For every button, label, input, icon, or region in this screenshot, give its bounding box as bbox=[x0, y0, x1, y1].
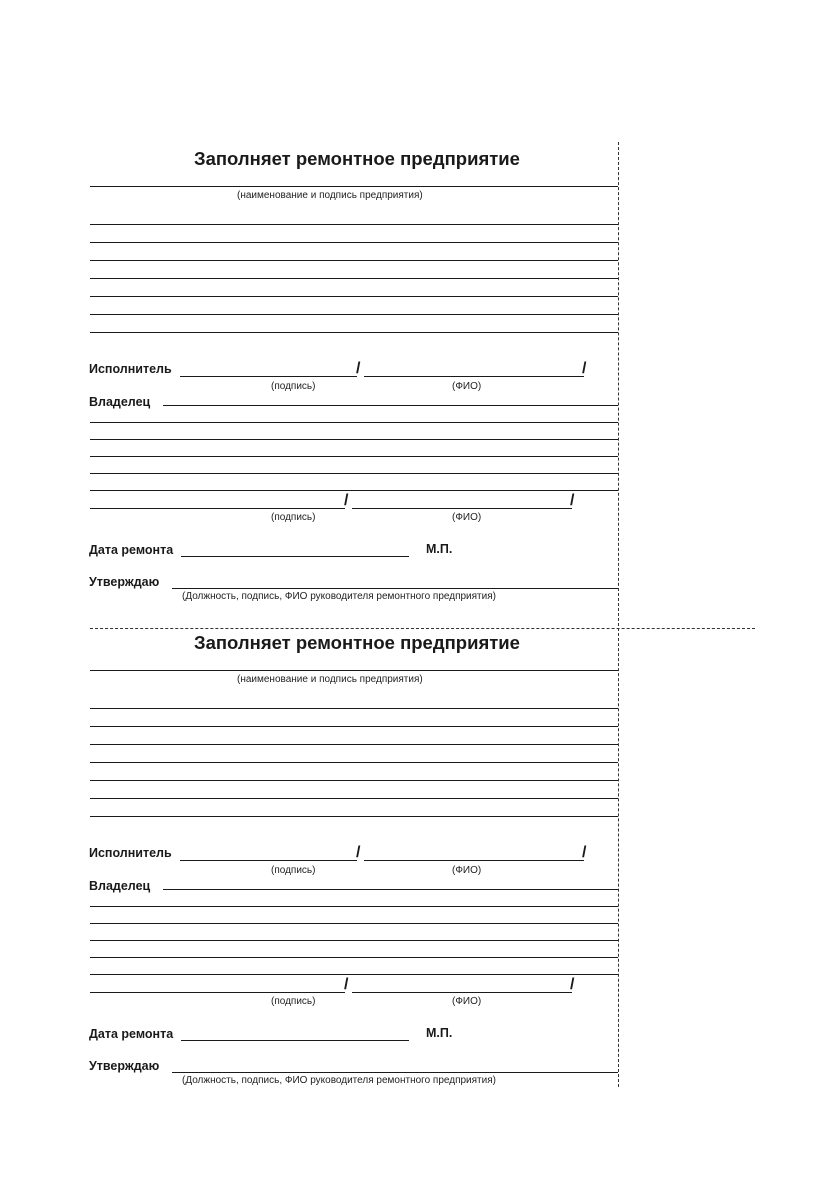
executor-name-line[interactable] bbox=[364, 860, 584, 861]
executor-sign-line[interactable] bbox=[180, 860, 357, 861]
stamp-label: М.П. bbox=[426, 542, 453, 556]
note-line-1[interactable] bbox=[90, 224, 618, 225]
executor-sign-hint: (подпись) bbox=[271, 865, 316, 876]
executor-sign-line[interactable] bbox=[180, 376, 357, 377]
executor-sign-hint: (подпись) bbox=[271, 381, 316, 392]
owner-sign-hint: (подпись) bbox=[271, 512, 316, 523]
owner-line-2[interactable] bbox=[90, 906, 618, 907]
owner-line-4[interactable] bbox=[90, 456, 618, 457]
owner-name-line[interactable] bbox=[352, 992, 572, 993]
owner-line-5[interactable] bbox=[90, 957, 618, 958]
separator-slash: / bbox=[570, 976, 575, 993]
executor-label: Исполнитель bbox=[89, 362, 172, 376]
approve-label: Утверждаю bbox=[89, 1059, 160, 1073]
note-line-4[interactable] bbox=[90, 762, 618, 763]
separator-slash: / bbox=[344, 976, 349, 993]
approve-line[interactable] bbox=[172, 588, 618, 589]
owner-line-3[interactable] bbox=[90, 923, 618, 924]
note-line-5[interactable] bbox=[90, 296, 618, 297]
separator-slash: / bbox=[356, 360, 361, 377]
note-line-3[interactable] bbox=[90, 744, 618, 745]
owner-line-6[interactable] bbox=[90, 974, 618, 975]
section-title: Заполняет ремонтное предприятие bbox=[194, 148, 520, 169]
owner-line-1[interactable] bbox=[163, 889, 618, 890]
owner-line-2[interactable] bbox=[90, 422, 618, 423]
owner-sign-line[interactable] bbox=[90, 508, 345, 509]
separator-slash: / bbox=[344, 492, 349, 509]
enterprise-hint: (наименование и подпись предприятия) bbox=[237, 674, 423, 685]
vertical-cut-line bbox=[618, 142, 619, 1087]
executor-label: Исполнитель bbox=[89, 846, 172, 860]
note-line-7[interactable] bbox=[90, 332, 618, 333]
note-line-2[interactable] bbox=[90, 726, 618, 727]
repair-date-label: Дата ремонта bbox=[89, 543, 174, 557]
owner-sign-line[interactable] bbox=[90, 992, 345, 993]
owner-line-3[interactable] bbox=[90, 439, 618, 440]
note-line-5[interactable] bbox=[90, 780, 618, 781]
owner-line-5[interactable] bbox=[90, 473, 618, 474]
note-line-4[interactable] bbox=[90, 278, 618, 279]
note-line-6[interactable] bbox=[90, 798, 618, 799]
note-line-1[interactable] bbox=[90, 708, 618, 709]
stamp-label: М.П. bbox=[426, 1026, 453, 1040]
owner-name-hint: (ФИО) bbox=[452, 512, 482, 523]
separator-slash: / bbox=[582, 844, 587, 861]
executor-name-hint: (ФИО) bbox=[452, 865, 482, 876]
executor-name-line[interactable] bbox=[364, 376, 584, 377]
repair-date-line[interactable] bbox=[181, 556, 409, 557]
owner-label: Владелец bbox=[89, 879, 151, 893]
repair-date-line[interactable] bbox=[181, 1040, 409, 1041]
separator-slash: / bbox=[582, 360, 587, 377]
approve-hint: (Должность, подпись, ФИО руководителя ремонтного предприятия) bbox=[182, 591, 496, 602]
note-line-6[interactable] bbox=[90, 314, 618, 315]
enterprise-line[interactable] bbox=[90, 186, 618, 187]
note-line-2[interactable] bbox=[90, 242, 618, 243]
owner-name-hint: (ФИО) bbox=[452, 996, 482, 1007]
owner-name-line[interactable] bbox=[352, 508, 572, 509]
enterprise-hint: (наименование и подпись предприятия) bbox=[237, 190, 423, 201]
owner-label: Владелец bbox=[89, 395, 151, 409]
approve-hint: (Должность, подпись, ФИО руководителя ремонтного предприятия) bbox=[182, 1075, 496, 1086]
owner-line-6[interactable] bbox=[90, 490, 618, 491]
owner-line-1[interactable] bbox=[163, 405, 618, 406]
note-line-3[interactable] bbox=[90, 260, 618, 261]
repair-date-label: Дата ремонта bbox=[89, 1027, 174, 1041]
section-title: Заполняет ремонтное предприятие bbox=[194, 632, 520, 653]
approve-line[interactable] bbox=[172, 1072, 618, 1073]
horizontal-cut-line bbox=[90, 628, 755, 629]
separator-slash: / bbox=[570, 492, 575, 509]
enterprise-line[interactable] bbox=[90, 670, 618, 671]
note-line-7[interactable] bbox=[90, 816, 618, 817]
separator-slash: / bbox=[356, 844, 361, 861]
executor-name-hint: (ФИО) bbox=[452, 381, 482, 392]
owner-sign-hint: (подпись) bbox=[271, 996, 316, 1007]
owner-line-4[interactable] bbox=[90, 940, 618, 941]
approve-label: Утверждаю bbox=[89, 575, 160, 589]
